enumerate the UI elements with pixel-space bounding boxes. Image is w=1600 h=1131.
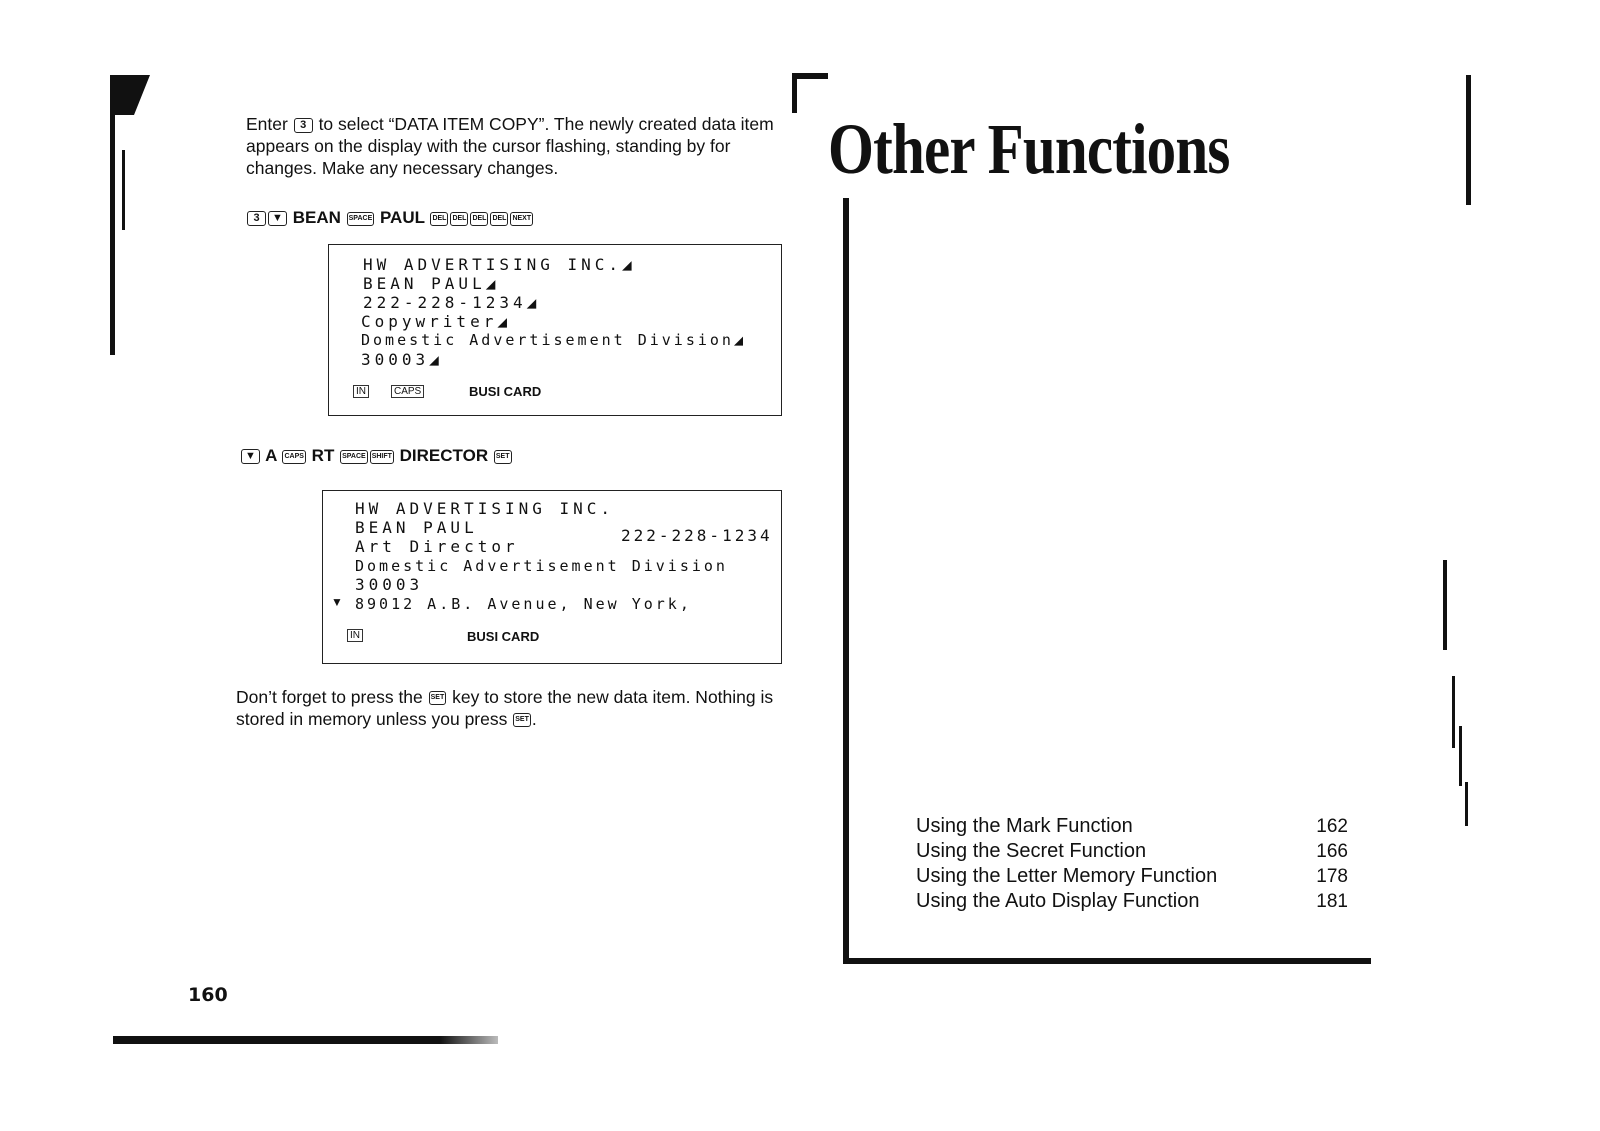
lcd-line: 30003◢ — [361, 350, 443, 369]
corner-mark — [792, 73, 828, 79]
lcd-line: Domestic Advertisement Division — [355, 557, 728, 575]
key-sequence-1 — [246, 208, 534, 228]
toc-item-page: 181 — [1316, 891, 1348, 912]
lcd-line: Copywriter◢ — [361, 312, 511, 331]
typed-word: DIRECTOR — [399, 446, 489, 465]
lcd-line: HW ADVERTISING INC. — [355, 499, 615, 518]
page-bottom-rule — [113, 1036, 498, 1044]
space-key: SPACE — [347, 212, 375, 226]
note-text: Don’t forget to press the — [236, 687, 428, 707]
typed-word: PAUL — [379, 208, 425, 227]
scan-edge-mark — [122, 150, 125, 230]
lcd-screen-2 — [322, 490, 782, 664]
scan-edge-mark — [1465, 782, 1468, 826]
space-key: SPACE — [340, 450, 368, 464]
toc-item-page: 162 — [1316, 816, 1348, 837]
set-key: SET — [513, 713, 531, 727]
caps-key: CAPS — [282, 450, 305, 464]
del-key: DEL — [470, 212, 488, 226]
typed-word: BEAN — [292, 208, 341, 227]
scan-edge-mark — [1466, 75, 1471, 205]
toc-item-page: 178 — [1316, 866, 1348, 887]
lcd-line: BEAN PAUL — [355, 518, 478, 537]
toc-item-title: Using the Secret Function — [916, 840, 1147, 862]
in-indicator: IN — [347, 629, 363, 642]
typed-word: RT — [311, 446, 335, 465]
toc-item-title: Using the Letter Memory Function — [916, 865, 1218, 887]
del-key: DEL — [490, 212, 508, 226]
corner-mark — [792, 73, 797, 113]
scan-edge-mark — [1452, 676, 1455, 748]
chapter-vertical-rule — [843, 198, 849, 964]
lcd-line: 30003 — [355, 575, 424, 594]
note-text: . — [531, 709, 537, 729]
lcd-line: Art Director — [355, 537, 519, 556]
down-arrow-key: ▼ — [241, 449, 260, 464]
scan-edge-mark — [1443, 560, 1447, 650]
key-sequence-2 — [240, 446, 513, 466]
shift-key: SHIFT — [370, 450, 394, 464]
next-key: NEXT — [510, 212, 533, 226]
lcd-line: Domestic Advertisement Division◢ — [361, 331, 746, 349]
chapter-bottom-rule — [843, 958, 1371, 964]
chapter-title: Other Functions — [828, 109, 1230, 189]
toc-item-page: 166 — [1316, 841, 1348, 862]
lcd-line: BEAN PAUL◢ — [363, 274, 500, 293]
intro-text-start: Enter — [246, 114, 293, 134]
intro-text-rest: to select “DATA ITEM COPY”. The newly created data item appears on the display with the cursor flashing, standing by for changes. Make any necessary changes. — [246, 114, 774, 178]
in-indicator: IN — [353, 385, 369, 398]
caps-indicator: CAPS — [391, 385, 424, 398]
del-key: DEL — [430, 212, 448, 226]
scan-edge-mark — [110, 115, 115, 355]
page-number: 160 — [188, 984, 228, 1006]
lcd-line: 89012 A.B. Avenue, New York, — [355, 595, 692, 613]
down-arrow-key: ▼ — [268, 211, 287, 226]
set-key: SET — [494, 450, 512, 464]
scan-edge-mark — [1459, 726, 1462, 786]
note-text: key to store the new data item. Nothing is stored in memory unless you press — [236, 687, 774, 729]
scroll-down-marker: ▼ — [331, 595, 343, 609]
lcd-screen-1 — [328, 244, 782, 416]
key-3: 3 — [247, 211, 266, 226]
toc-item-title: Using the Auto Display Function — [916, 890, 1200, 912]
note-paragraph — [236, 686, 788, 730]
typed-word: A — [265, 446, 277, 465]
mode-label: BUSI CARD — [469, 384, 542, 399]
set-key: SET — [429, 691, 447, 705]
lcd-phone: 222-228-1234 — [621, 526, 773, 545]
lcd-line: HW ADVERTISING INC.◢ — [363, 255, 636, 274]
mode-label: BUSI CARD — [467, 629, 540, 644]
del-key: DEL — [450, 212, 468, 226]
key-3: 3 — [294, 118, 313, 133]
intro-paragraph — [246, 113, 784, 179]
toc-item-title: Using the Mark Function — [916, 815, 1133, 837]
scan-edge-mark — [110, 75, 150, 115]
lcd-line: 222-228-1234◢ — [363, 293, 541, 312]
